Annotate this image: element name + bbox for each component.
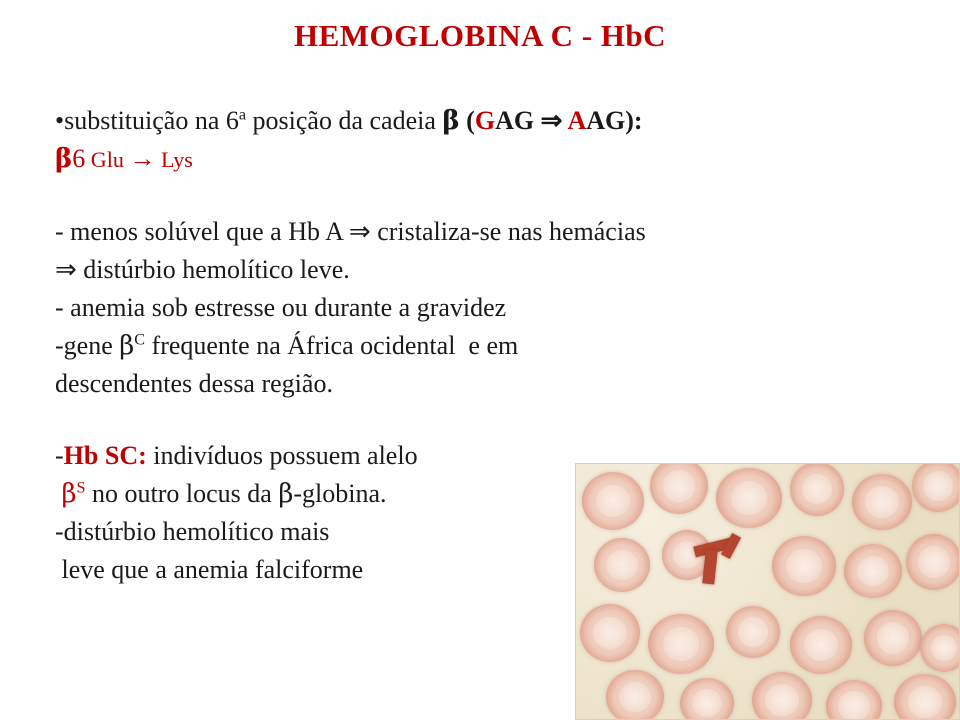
erythrocyte xyxy=(752,672,812,720)
text-segment: posição da cadeia xyxy=(246,106,443,135)
text-segment: leve que a anemia falciforme xyxy=(55,555,364,584)
line-gene-bc xyxy=(55,327,935,365)
text-segment: - xyxy=(55,441,64,470)
text-segment: Lys xyxy=(155,147,193,172)
erythrocyte xyxy=(580,604,640,662)
text-segment: Hb SC: xyxy=(63,441,147,470)
text-segment: -gene xyxy=(55,331,120,360)
line-substitution xyxy=(55,102,935,140)
erythrocyte xyxy=(716,468,782,528)
text-segment: no outro locus da xyxy=(85,479,279,508)
text-segment: -globina. xyxy=(293,479,387,508)
erythrocyte xyxy=(582,472,644,530)
text-segment: → xyxy=(129,144,156,173)
text-segment: G xyxy=(474,106,496,135)
blood-smear-micrograph xyxy=(575,463,960,720)
text-segment: C xyxy=(134,331,146,349)
text-segment: β xyxy=(61,479,77,509)
text-segment: β xyxy=(278,479,294,509)
text-segment: β xyxy=(442,106,460,136)
text-segment: AG xyxy=(495,106,541,135)
text-segment: β xyxy=(55,144,73,174)
text-segment: frequente na África ocidental e em xyxy=(145,331,519,360)
text-segment: descendentes dessa região. xyxy=(55,369,333,398)
text-segment: ⇒ xyxy=(540,106,563,135)
erythrocyte xyxy=(594,538,650,592)
erythrocyte xyxy=(790,616,852,674)
text-segment: A xyxy=(567,106,587,135)
page-title xyxy=(0,18,960,54)
line-spacer xyxy=(55,179,935,213)
erythrocyte xyxy=(772,536,836,596)
line-solubility xyxy=(55,213,935,251)
text-segment: indivíduos possuem alelo xyxy=(146,441,418,470)
erythrocyte xyxy=(726,606,780,658)
erythrocyte xyxy=(864,610,922,666)
text-segment: substituição na 6 xyxy=(64,106,239,135)
text-segment: ( xyxy=(459,106,475,135)
line-descendants xyxy=(55,365,935,403)
text-segment: β xyxy=(119,331,135,361)
erythrocyte xyxy=(844,544,902,598)
erythrocyte xyxy=(920,624,960,672)
erythrocyte xyxy=(648,614,714,674)
text-segment: ⇒ distúrbio hemolítico leve. xyxy=(55,255,350,284)
line-beta6 xyxy=(55,140,935,179)
text-segment: - anemia sob estresse ou durante a gravidez xyxy=(55,293,507,322)
text-segment: a xyxy=(238,106,247,124)
text-segment: 6 xyxy=(72,144,86,173)
text-segment: S xyxy=(76,479,86,497)
line-anemia-stress xyxy=(55,289,935,327)
erythrocyte xyxy=(852,474,912,530)
line-hemolytic xyxy=(55,251,935,289)
erythrocyte xyxy=(790,463,844,516)
line-spacer xyxy=(55,403,935,437)
erythrocyte xyxy=(680,678,734,720)
erythrocyte xyxy=(906,534,960,590)
bullet-icon: • xyxy=(55,106,65,135)
text-segment: Glu xyxy=(85,147,130,172)
erythrocyte xyxy=(912,463,960,512)
text-segment: AG): xyxy=(586,106,643,135)
text-segment: -distúrbio hemolítico mais xyxy=(55,517,330,546)
page-title-text: HEMOGLOBINA C - HbC xyxy=(293,18,667,53)
erythrocyte xyxy=(606,670,664,720)
text-segment: - menos solúvel que a Hb A ⇒ cristaliza-se nas hemácias xyxy=(55,217,646,246)
